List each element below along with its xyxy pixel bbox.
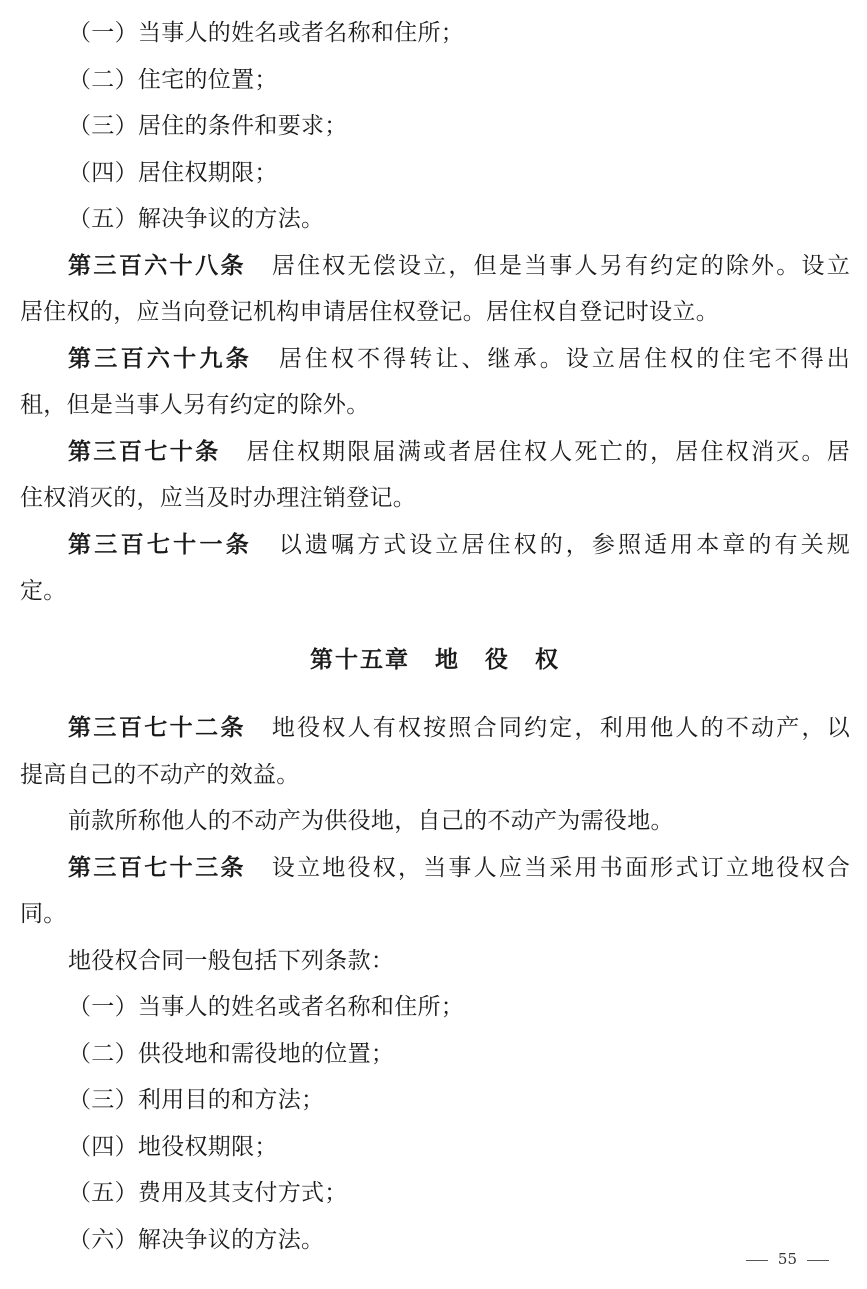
article-371-continuation: 定。 <box>20 578 67 604</box>
list-item: （二）供役地和需役地的位置； <box>68 1040 395 1067</box>
page-number: 55 <box>777 1250 797 1268</box>
article-label: 第三百七十一条 <box>68 531 253 558</box>
list-item: （六）解决争议的方法。 <box>68 1226 325 1253</box>
article-369 <box>20 336 850 383</box>
article-370 <box>20 429 850 476</box>
article-text: 设立地役权，当事人应当采用书面形式订立地役权合 <box>269 854 851 881</box>
article-label: 第三百六十八条 <box>68 252 246 279</box>
list-item: （三）利用目的和方法； <box>68 1087 325 1113</box>
list-item: （四）居住权期限； <box>68 159 278 186</box>
article-373-continuation: 同。 <box>20 901 67 927</box>
article-label: 第三百六十九条 <box>68 345 253 372</box>
footer-dash-right <box>807 1260 829 1261</box>
article-372 <box>20 705 850 752</box>
article-373-paragraph: 地役权合同一般包括下列条款： <box>68 947 395 974</box>
article-370-continuation: 住权消灭的，应当及时办理注销登记。 <box>20 485 417 511</box>
list-item: （三）居住的条件和要求； <box>68 113 348 139</box>
chapter-title: 第十五章 地 役 权 <box>310 646 560 673</box>
footer-dash-left <box>746 1260 768 1261</box>
article-372-paragraph: 前款所称他人的不动产为供役地，自己的不动产为需役地。 <box>68 808 674 834</box>
article-label: 第三百七十三条 <box>68 854 246 881</box>
article-label: 第三百七十条 <box>68 438 221 465</box>
article-text: 地役权人有权按照合同约定，利用他人的不动产，以 <box>269 715 851 741</box>
article-label: 第三百七十二条 <box>68 715 246 741</box>
document-page <box>20 10 850 1263</box>
list-item: （一）当事人的姓名或者名称和住所； <box>68 20 465 46</box>
list-item: （五）费用及其支付方式； <box>68 1180 348 1206</box>
list-item: （四）地役权期限； <box>68 1133 278 1160</box>
article-text: 居住权无偿设立，但是当事人另有约定的除外。设立 <box>269 252 851 279</box>
list-item: （五）解决争议的方法。 <box>68 206 325 232</box>
page-footer <box>736 1250 839 1268</box>
article-373 <box>20 845 850 892</box>
article-text: 居住权不得转让、继承。设立居住权的住宅不得出 <box>276 345 850 372</box>
article-text: 居住权期限届满或者居住权人死亡的，居住权消灭。居 <box>244 438 850 465</box>
article-369-continuation: 租，但是当事人另有约定的除外。 <box>20 392 370 418</box>
article-372-continuation: 提高自己的不动产的效益。 <box>20 761 300 788</box>
list-item: （二）住宅的位置； <box>68 66 278 93</box>
article-368 <box>20 243 850 290</box>
list-item: （一）当事人的姓名或者名称和住所； <box>68 994 465 1020</box>
article-368-continuation: 居住权的，应当向登记机构申请居住权登记。居住权自登记时设立。 <box>20 299 719 325</box>
article-371 <box>20 522 850 569</box>
article-text: 以遗嘱方式设立居住权的，参照适用本章的有关规 <box>276 531 850 558</box>
